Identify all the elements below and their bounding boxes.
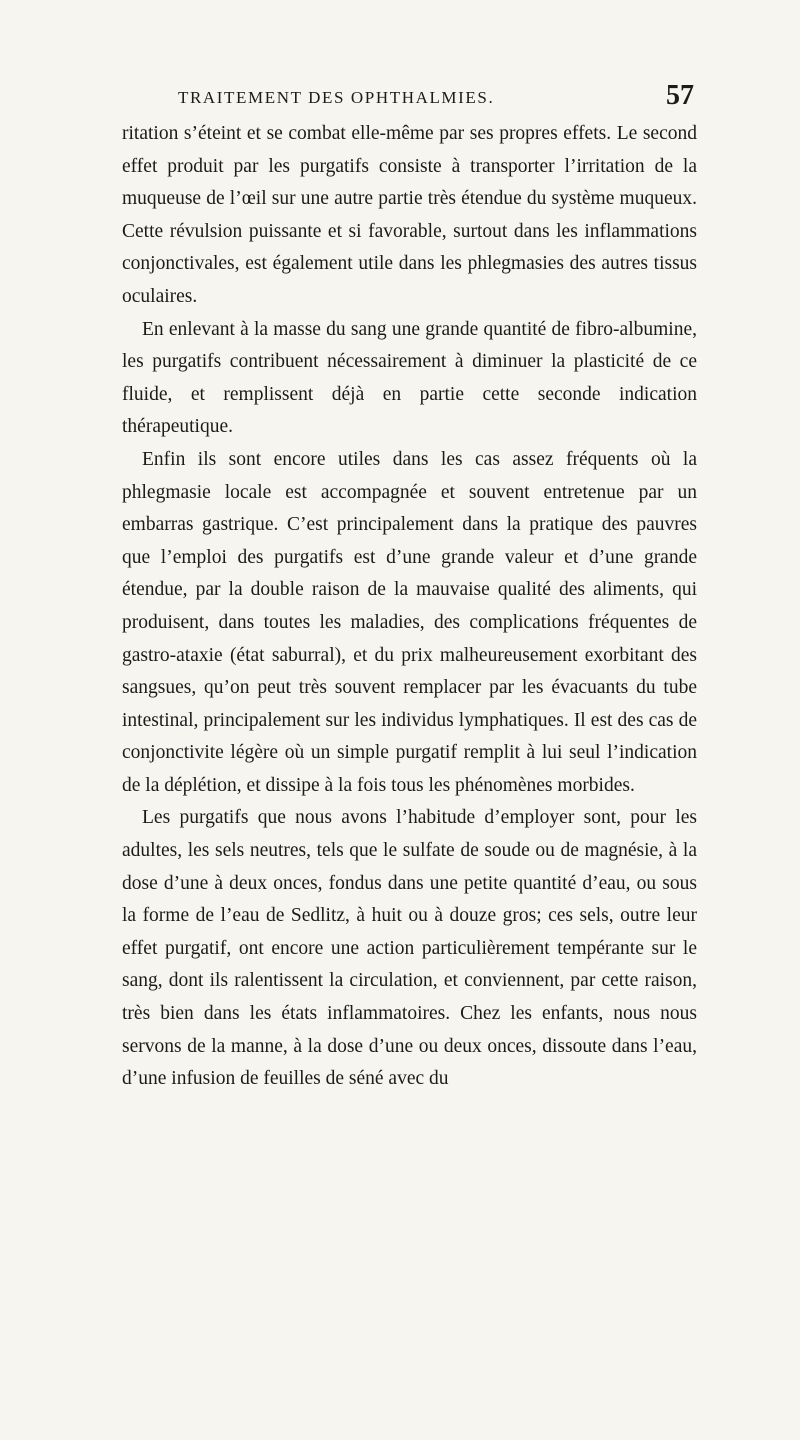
paragraph-3: Enfin ils sont encore utiles dans les cas assez fréquents où la phlegmasie locale est accompagnée et souvent entretenue par un embarras gastrique. C’est principalement dans la pratique des pauvres que l’emploi des purgatifs est d’une grande valeur et d’une grande étendue, par la double raison de la mauvaise qualité des aliments, qui produisent, dans toutes les maladies, des complications fréquentes de gastro-ataxie (état saburral), et du prix malheureusement exorbitant des sangsues, qu’on peut très souvent remplacer par les évacuants du tube intestinal, principalement sur les individus lymphatiques. Il est des cas de conjonctivite légère où un simple purgatif remplit à lui seul l’indication de la déplétion, et dissipe à la fois tous les phénomènes morbides. [122,448,697,796]
body-text [122,118,697,1096]
running-title: TRAITEMENT DES OPHTHALMIES. [178,88,495,107]
page-header [120,80,700,118]
paragraph-4: Les purgatifs que nous avons l’habitude d’employer sont, pour les adultes, les sels neutres, tels que le sulfate de soude ou de magnésie, à la dose d’une à deux onces, fondus dans une petite quantité d’eau, ou sous la forme de l’eau de Sedlitz, à huit ou à douze gros; ces sels, outre leur effet purgatif, ont encore une action particulièrement tempérante sur le sang, dont ils ralentissent la circulation, et conviennent, par cette raison, très bien dans les états inflammatoires. Chez les enfants, nous nous servons de la manne, à la dose d’une ou deux onces, dissoute dans l’eau, d’une infusion de feuilles de séné avec du [122,807,697,1090]
page-number: 57 [666,80,694,111]
paragraph-1: ritation s’éteint et se combat elle-même par ses propres effets. Le second effet produit par les purgatifs consiste à transporter l’irritation de la muqueuse de l’œil sur une autre partie très étendue du système muqueux. Cette révulsion puissante et si favorable, surtout dans les inflammations conjonctivales, est également utile dans les phlegmasies des autres tissus oculaires. [122,123,697,307]
paragraph-2: En enlevant à la masse du sang une grande quantité de fibro-albumine, les purgatifs contribuent nécessairement à diminuer la plasticité de ce fluide, et remplissent déjà en partie cette seconde indication thérapeutique. [122,318,697,438]
